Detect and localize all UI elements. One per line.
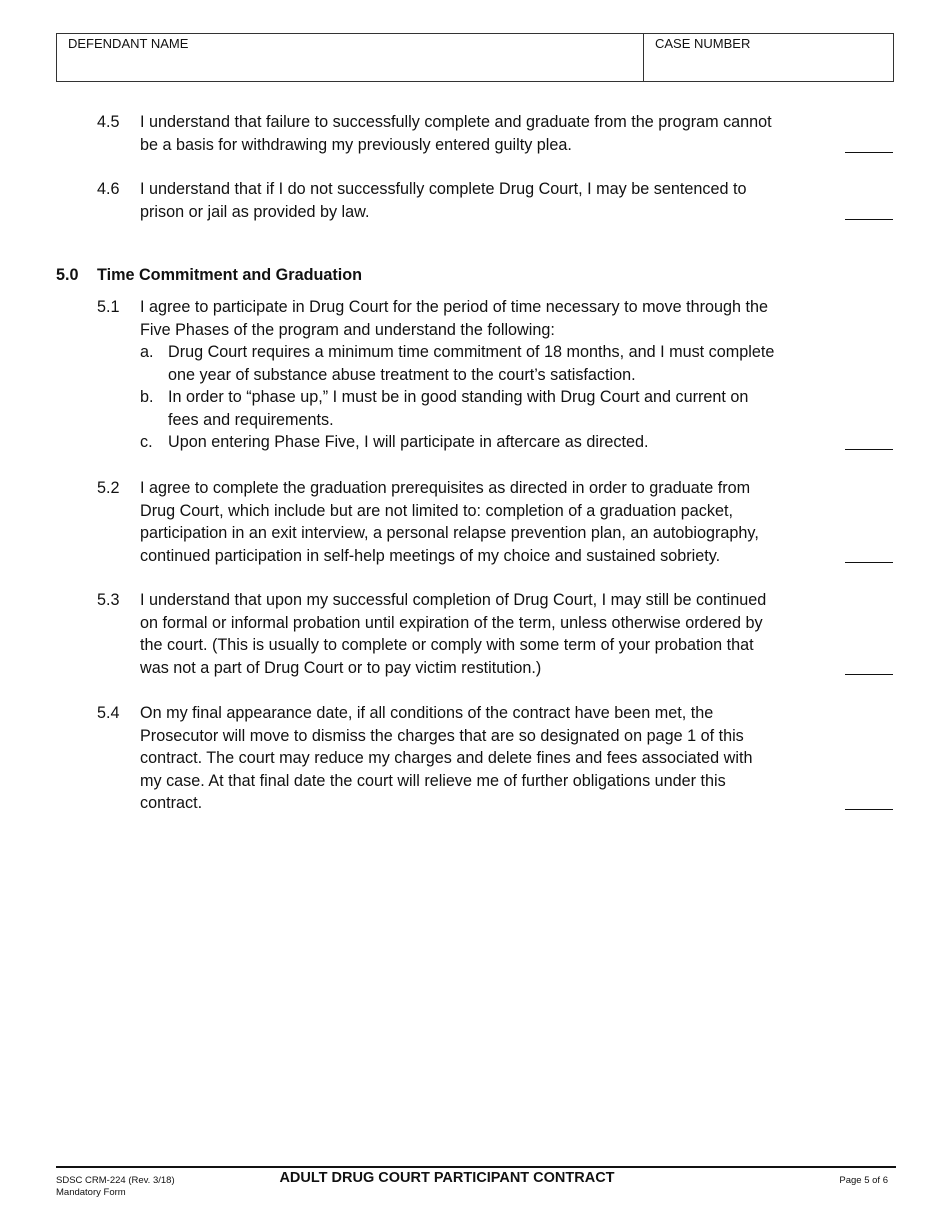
footer-title: ADULT DRUG COURT PARTICIPANT CONTRACT: [279, 1170, 615, 1186]
item-text-line: Five Phases of the program and understand the following:: [140, 320, 555, 339]
initials-line-4-5[interactable]: [845, 152, 893, 153]
form-id: SDSC CRM-224 (Rev. 3/18): [56, 1175, 175, 1186]
page-number: Page 5 of 6: [839, 1175, 888, 1186]
item-number: 5.3: [97, 591, 120, 609]
section-number: 5.0: [56, 266, 79, 284]
subitem-text-line: Upon entering Phase Five, I will participate in aftercare as directed.: [168, 433, 649, 451]
initials-line-5-3[interactable]: [845, 674, 893, 675]
subitem-text-line: In order to “phase up,” I must be in good standing with Drug Court and current on: [168, 388, 749, 406]
item-number: 5.1: [97, 298, 120, 316]
item-text-line: I understand that upon my successful completion of Drug Court, I may still be continued: [140, 591, 767, 609]
defendant-name-field[interactable]: [57, 34, 644, 81]
subitem-text-line: Drug Court requires a minimum time commitment of 18 months, and I must complete: [168, 343, 775, 361]
item-text-line: the court. (This is usually to complete or comply with some term of your probation that: [140, 636, 754, 654]
defendant-name-label: DEFENDANT NAME: [68, 36, 189, 51]
footer-rule: [56, 1166, 896, 1168]
section-title: Time Commitment and Graduation: [97, 266, 363, 284]
header-box: [56, 33, 894, 82]
item-text-line: participation in an exit interview, a personal relapse prevention plan, an autobiography,: [140, 524, 759, 542]
case-number-label: CASE NUMBER: [655, 36, 751, 51]
subitem-text-line: one year of substance abuse treatment to the court’s satisfaction.: [168, 365, 636, 384]
subitem-letter: c.: [140, 433, 153, 451]
item-text-line: I agree to participate in Drug Court for the period of time necessary to move through the: [140, 298, 769, 316]
item-text-line: contract.: [140, 794, 203, 812]
item-text-line: be a basis for withdrawing my previously entered guilty plea.: [140, 135, 572, 154]
footer-title-wrap: [0, 1170, 894, 1186]
item-text-line: contract. The court may reduce my charges and delete fines and fees associated with: [140, 749, 753, 767]
case-number-field[interactable]: [644, 34, 893, 81]
item-text-line: prison or jail as provided by law.: [140, 202, 370, 221]
form-type: Mandatory Form: [56, 1187, 126, 1198]
item-text-line: I understand that if I do not successfully complete Drug Court, I may be sentenced to: [140, 180, 747, 198]
subitem-letter: b.: [140, 388, 154, 406]
initials-line-5-4[interactable]: [845, 809, 893, 810]
item-number: 4.5: [97, 113, 120, 131]
item-text-line: I understand that failure to successfully complete and graduate from the program cannot: [140, 113, 772, 131]
item-number: 4.6: [97, 180, 120, 198]
initials-line-4-6[interactable]: [845, 219, 893, 220]
item-text-line: on formal or informal probation until expiration of the term, unless otherwise ordered by: [140, 613, 763, 632]
item-number: 5.2: [97, 479, 120, 497]
initials-line-5-1[interactable]: [845, 449, 893, 450]
subitem-letter: a.: [140, 343, 154, 361]
item-text-line: Drug Court, which include but are not limited to: completion of a graduation packet,: [140, 501, 733, 520]
item-number: 5.4: [97, 704, 120, 722]
item-text-line: continued participation in self-help meetings of my choice and sustained sobriety.: [140, 546, 721, 565]
item-text-line: Prosecutor will move to dismiss the charges that are so designated on page 1 of this: [140, 726, 744, 745]
item-text-line: On my final appearance date, if all conditions of the contract have been met, the: [140, 704, 714, 722]
item-text-line: I agree to complete the graduation prerequisites as directed in order to graduate from: [140, 479, 751, 497]
item-text-line: my case. At that final date the court will relieve me of further obligations under this: [140, 771, 726, 790]
initials-line-5-2[interactable]: [845, 562, 893, 563]
subitem-text-line: fees and requirements.: [168, 410, 334, 429]
item-text-line: was not a part of Drug Court or to pay victim restitution.): [140, 658, 542, 677]
